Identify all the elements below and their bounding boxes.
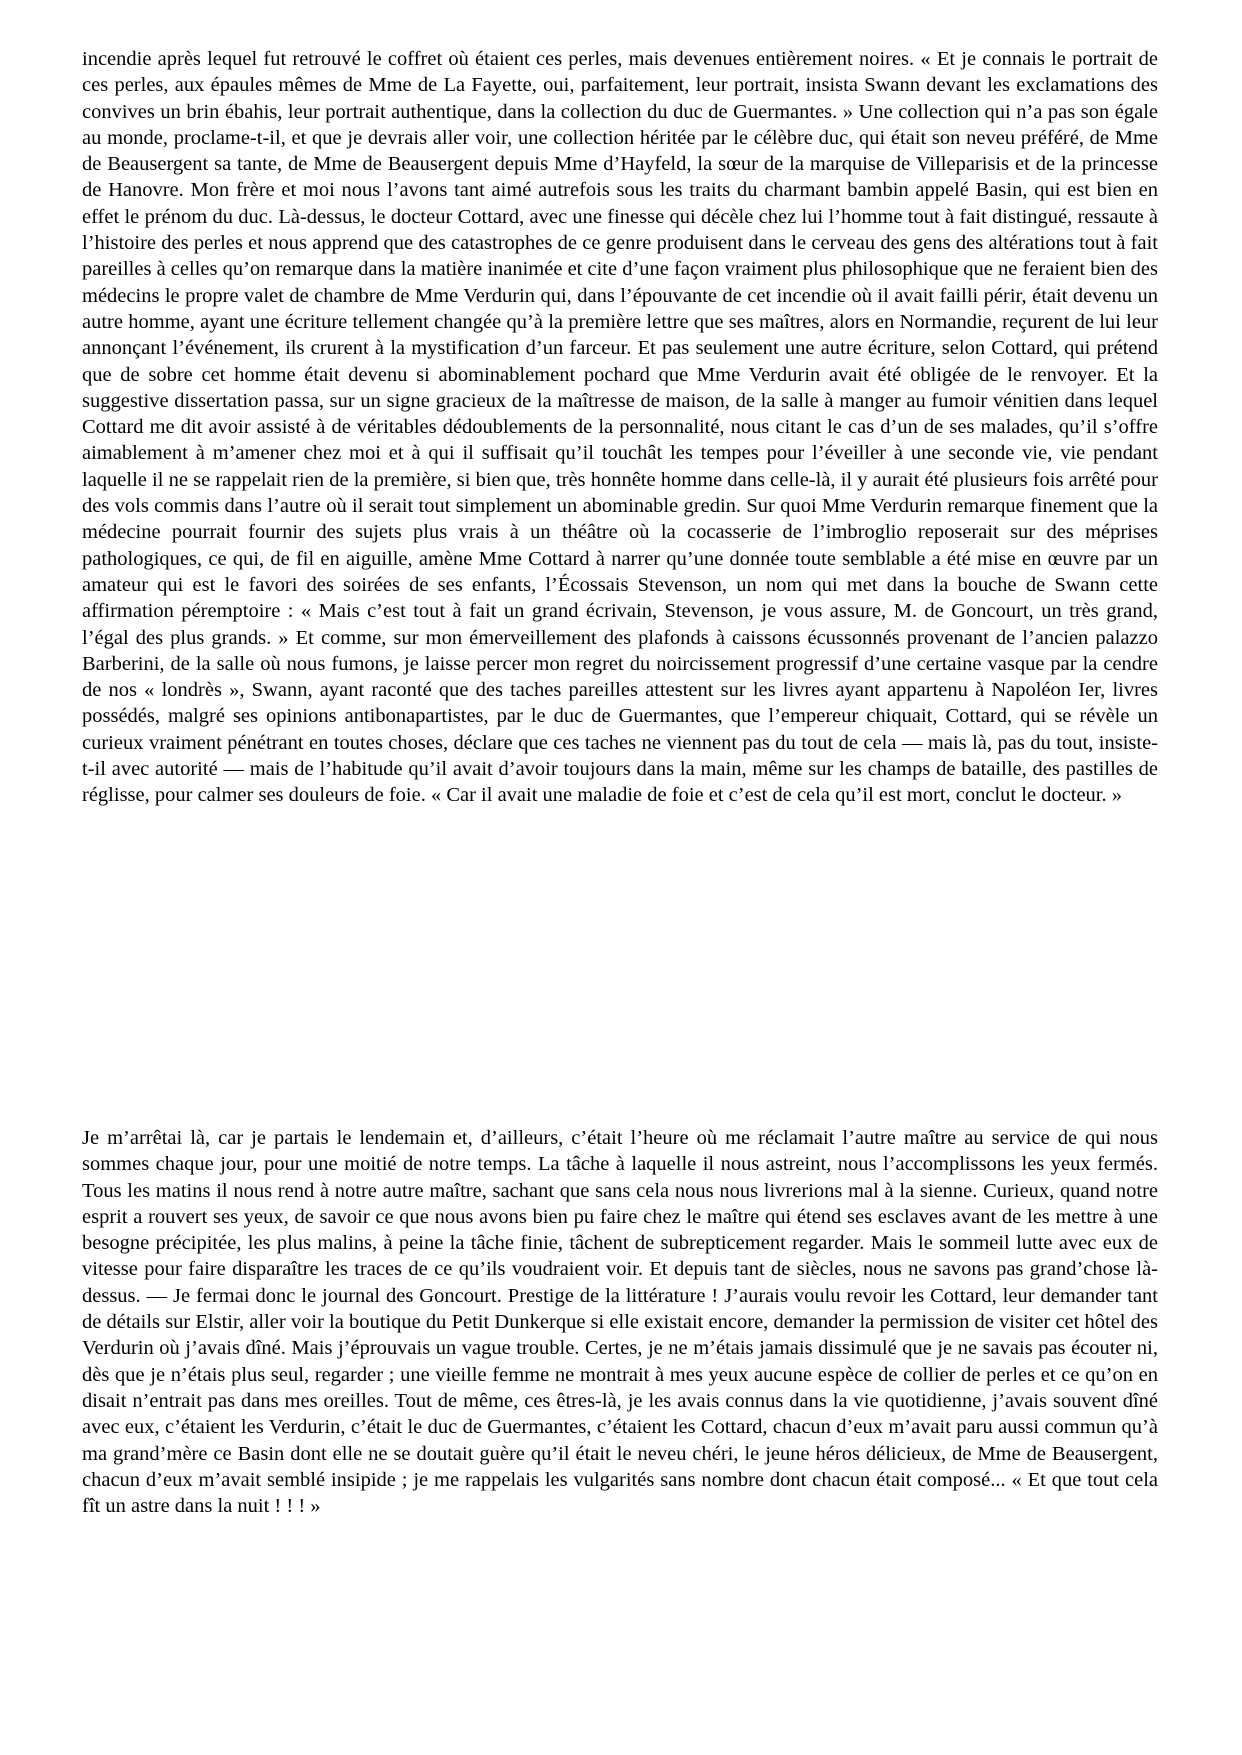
paragraph-1: incendie après lequel fut retrouvé le coffret où étaient ces perles, mais devenues entièrement noires. « Et je connais le portrait de ces perles, aux épaules mêmes de Mme de La Fayette, oui, parfaitement, leur portrait, insista Swann devant les exclamations des convives un brin ébahis, leur portrait authentique, dans la collection du duc de Guermantes. » Une collection qui n’a pas son égale au monde, proclame-t-il, et que je devrais aller voir, une collection héritée par le célèbre duc, qui était son neveu préféré, de Mme de Beausergent sa tante, de Mme de Beausergent depuis Mme d’Hayfeld, la sœur de la marquise de Villeparisis et de la princesse de Hanovre. Mon frère et moi nous l’avons tant aimé autrefois sous les traits du charmant bambin appelé Basin, qui est bien en effet le prénom du duc. Là-dessus, le docteur Cottard, avec une finesse qui décèle chez lui l’homme tout à fait distingué, ressaute à l’histoire des perles et nous apprend que des catastrophes de ce genre produisent dans le cerveau des gens des altérations tout à fait pareilles à celles qu’on remarque dans la matière inanimée et cite d’une façon vraiment plus philosophique que ne feraient bien des médecins le propre valet de chambre de Mme Verdurin qui, dans l’épouvante de cet incendie où il avait failli périr, était devenu un autre homme, ayant une écriture tellement changée qu’à la première lettre que ses maîtres, alors en Normandie, reçurent de lui leur annonçant l’événement, ils crurent à la mystification d’un farceur. Et pas seulement une autre écriture, selon Cottard, qui prétend que de sobre cet homme était devenu si abominablement pochard que Mme Verdurin avait été obligée de le renvoyer. Et la suggestive dissertation passa, sur un signe gracieux de la maîtresse de maison, de la salle à manger au fumoir vénitien dans lequel Cottard me dit avoir assisté à de véritables dédoublements de la personnalité, nous citant le cas d’un de ses malades, qu’il s’offre aimablement à m’amener chez moi et à qui il suffisait qu’il touchât les tempes pour l’éveiller à une seconde vie, vie pendant laquelle il ne se rappelait rien de la première, si bien que, très honnête homme dans celle-là, il y aurait été plusieurs fois arrêté pour des vols commis dans l’autre où il serait tout simplement un abominable gredin. Sur quoi Mme Verdurin remarque finement que la médecine pourrait fournir des sujets plus vrais à un théâtre où la cocasserie de l’imbroglio reposerait sur des méprises pathologiques, ce qui, de fil en aiguille, amène Mme Cottard à narrer qu’une donnée toute semblable a été mise en œuvre par un amateur qui est le favori des soirées de ses enfants, l’Écossais Stevenson, un nom qui met dans la bouche de Swann cette affirmation péremptoire : « Mais c’est tout à fait un grand écrivain, Stevenson, je vous assure, M. de Goncourt, un très grand, l’égal des plus grands. » Et comme, sur mon émerveillement des plafonds à caissons écussonnés provenant de l’ancien palazzo Barberini, de la salle où nous fumons, je laisse percer mon regret du noircissement progressif d’une certaine vasque par la cendre de nos « londrès », Swann, ayant raconté que des taches pareilles attestent sur les livres ayant appartenu à Napoléon Ier, livres possédés, malgré ses opinions antibonapartistes, par le duc de Guermantes, que l’empereur chiquait, Cottard, qui se révèle un curieux vraiment pénétrant en toutes choses, déclare que ces taches ne viennent pas du tout de cela — mais là, pas du tout, insiste-t-il avec autorité — mais de l’habitude qu’il avait d’avoir toujours dans la main, même sur les champs de bataille, des pastilles de réglisse, pour calmer ses douleurs de foie. « Car il avait une maladie de foie et c’est de cela qu’il est mort, conclut le docteur. » bbox=[82, 48, 1158, 807]
document-page bbox=[82, 0, 1158, 1755]
paragraph-2: Je m’arrêtai là, car je partais le lendemain et, d’ailleurs, c’était l’heure où me réclamait l’autre maître au service de qui nous sommes chaque jour, pour une moitié de notre temps. La tâche à laquelle il nous astreint, nous l’accomplissons les yeux fermés. Tous les matins il nous rend à notre autre maître, sachant que sans cela nous nous livrerions mal à la sienne. Curieux, quand notre esprit a rouvert ses yeux, de savoir ce que nous avons bien pu faire chez le maître qui étend ses esclaves avant de les mettre à une besogne précipitée, les plus malins, à peine la tâche finie, tâchent de subrepticement regarder. Mais le sommeil lutte avec eux de vitesse pour faire disparaître les traces de ce qu’ils voudraient voir. Et depuis tant de siècles, nous ne savons pas grand’chose là-dessus. — Je fermai donc le journal des Goncourt. Prestige de la littérature ! J’aurais voulu revoir les Cottard, leur demander tant de détails sur Elstir, aller voir la boutique du Petit Dunkerque si elle existait encore, demander la permission de visiter cet hôtel des Verdurin où j’avais dîné. Mais j’éprouvais un vague trouble. Certes, je ne m’étais jamais dissimulé que je ne savais pas écouter ni, dès que je n’étais plus seul, regarder ; une vieille femme ne montrait à mes yeux aucune espèce de collier de perles et ce qu’on en disait n’entrait pas dans mes oreilles. Tout de même, ces êtres-là, je les avais connus dans la vie quotidienne, j’avais souvent dîné avec eux, c’étaient les Verdurin, c’était le duc de Guermantes, c’étaient les Cottard, chacun d’eux m’avait paru aussi commun qu’à ma grand’mère ce Basin dont elle ne se doutait guère qu’il était le neveu chéri, le jeune héros délicieux, de Mme de Beausergent, chacun d’eux m’avait semblé insipide ; je me rappelais les vulgarités sans nombre dont chacun était composé... « Et que tout cela fît un astre dans la nuit ! ! ! » bbox=[82, 1127, 1158, 1518]
